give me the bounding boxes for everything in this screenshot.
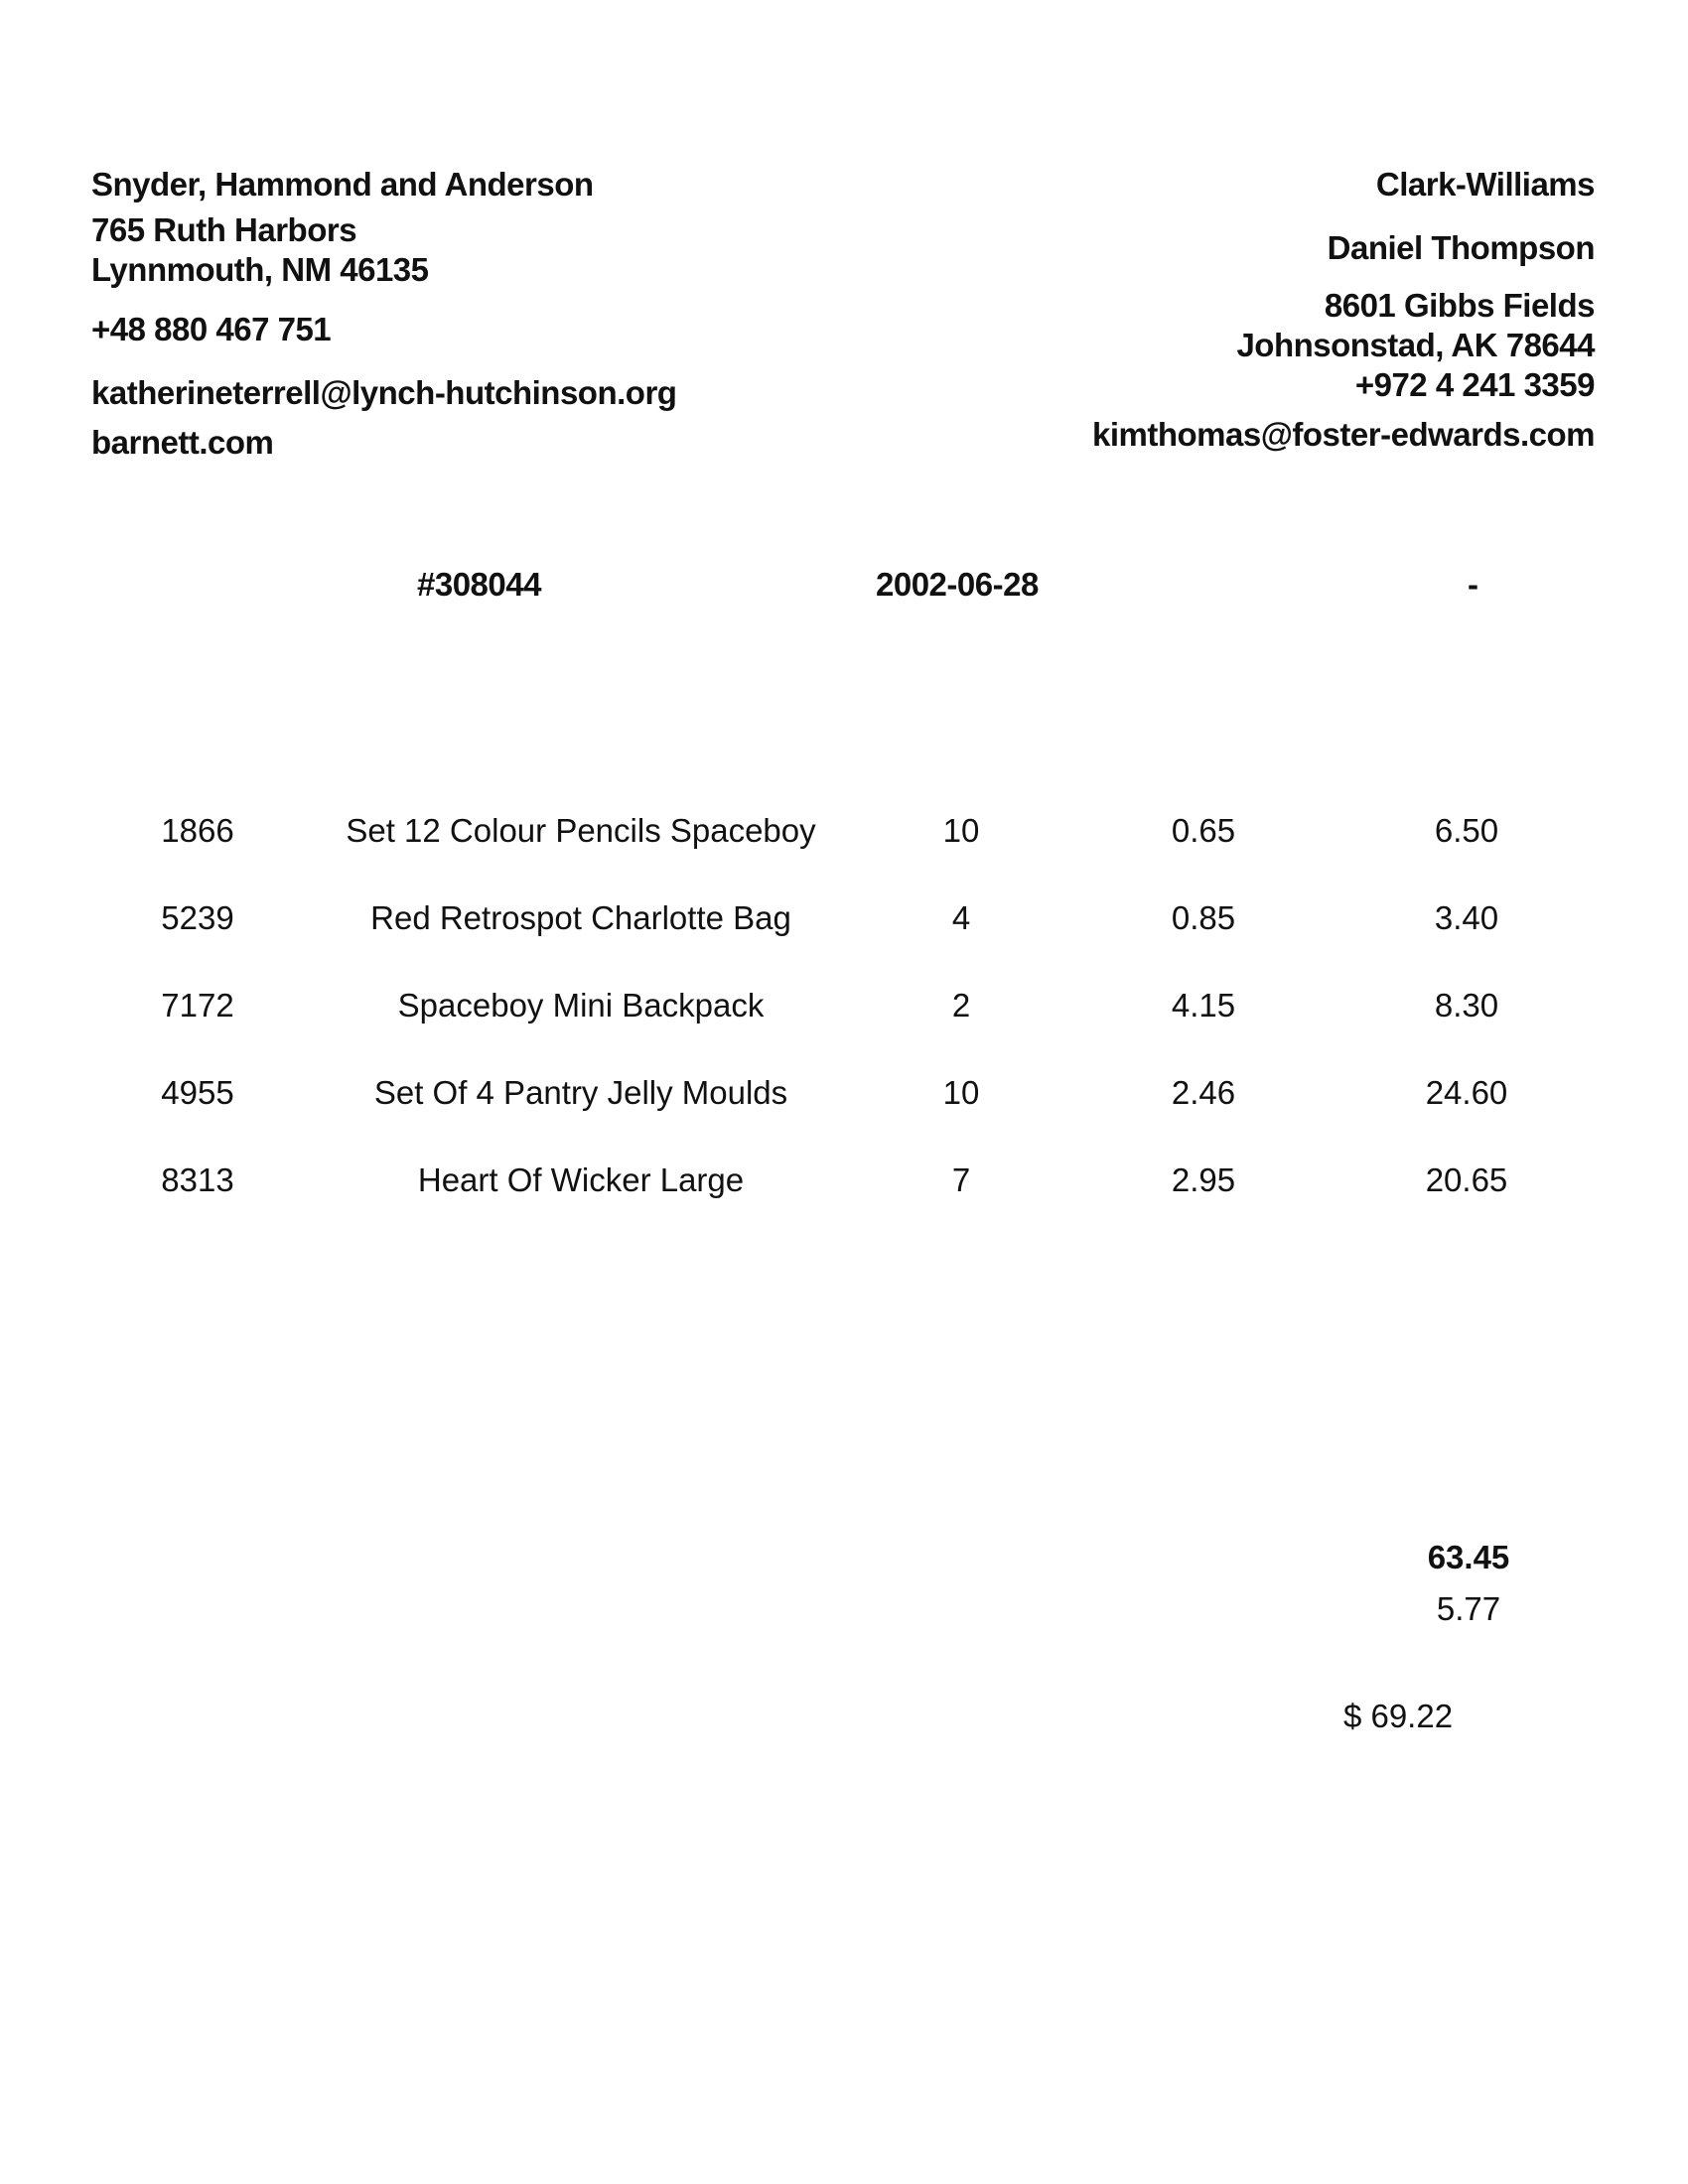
item-unit-price: 2.46 (1171, 1074, 1236, 1111)
invoice-meta-row (0, 566, 1688, 610)
invoice-date: 2002-06-28 (876, 566, 1039, 603)
item-quantity: 10 (942, 1074, 980, 1111)
sender-street: 765 Ruth Harbors (91, 211, 357, 248)
recipient-city-line: Johnsonstad, AK 78644 (1236, 327, 1595, 363)
item-code: 1866 (161, 812, 234, 849)
item-code: 7172 (161, 987, 234, 1024)
recipient-contact: Daniel Thompson (1327, 229, 1595, 266)
table-row (0, 899, 1688, 987)
sender-company: Snyder, Hammond and Anderson (91, 166, 594, 203)
item-unit-price: 0.85 (1171, 899, 1236, 936)
table-row (0, 1074, 1688, 1161)
grand-total-value: $ 69.22 (1342, 1698, 1454, 1734)
sender-city-line: Lynnmouth, NM 46135 (91, 251, 429, 288)
item-line-total: 24.60 (1425, 1074, 1508, 1111)
tax-value: 5.77 (1436, 1590, 1501, 1627)
item-line-total: 6.50 (1434, 812, 1499, 849)
item-line-total: 20.65 (1425, 1161, 1508, 1198)
sender-block (91, 165, 846, 463)
item-code: 8313 (161, 1161, 234, 1198)
item-quantity: 10 (942, 812, 980, 849)
item-code: 5239 (161, 899, 234, 936)
item-unit-price: 2.95 (1171, 1161, 1236, 1198)
item-description: Red Retrospot Charlotte Bag (370, 899, 791, 936)
invoice-number: #308044 (417, 566, 541, 603)
item-description: Set 12 Colour Pencils Spaceboy (346, 812, 816, 849)
item-quantity: 4 (951, 899, 971, 936)
table-row (0, 987, 1688, 1074)
item-unit-price: 4.15 (1171, 987, 1236, 1024)
item-description: Spaceboy Mini Backpack (397, 987, 765, 1024)
recipient-block (840, 165, 1595, 455)
recipient-company: Clark-Williams (1375, 166, 1595, 203)
sender-email: katherineterrell@lynch-hutchinson.org (91, 374, 677, 411)
item-unit-price: 0.65 (1171, 812, 1236, 849)
recipient-street: 8601 Gibbs Fields (1324, 287, 1595, 324)
line-items-table (0, 812, 1688, 1249)
sender-phone: +48 880 467 751 (91, 311, 332, 347)
item-code: 4955 (161, 1074, 234, 1111)
subtotal-value: 63.45 (1427, 1539, 1510, 1575)
table-row (0, 812, 1688, 899)
sender-website: barnett.com (91, 424, 274, 461)
recipient-phone: +972 4 241 3359 (1354, 366, 1595, 403)
item-line-total: 3.40 (1434, 899, 1499, 936)
invoice-due-date: - (1468, 566, 1478, 603)
table-row (0, 1161, 1688, 1249)
item-description: Set Of 4 Pantry Jelly Moulds (373, 1074, 788, 1111)
item-line-total: 8.30 (1434, 987, 1499, 1024)
item-quantity: 2 (951, 987, 971, 1024)
item-quantity: 7 (951, 1161, 971, 1198)
item-description: Heart Of Wicker Large (417, 1161, 745, 1198)
recipient-email: kimthomas@foster-edwards.com (1092, 416, 1595, 453)
